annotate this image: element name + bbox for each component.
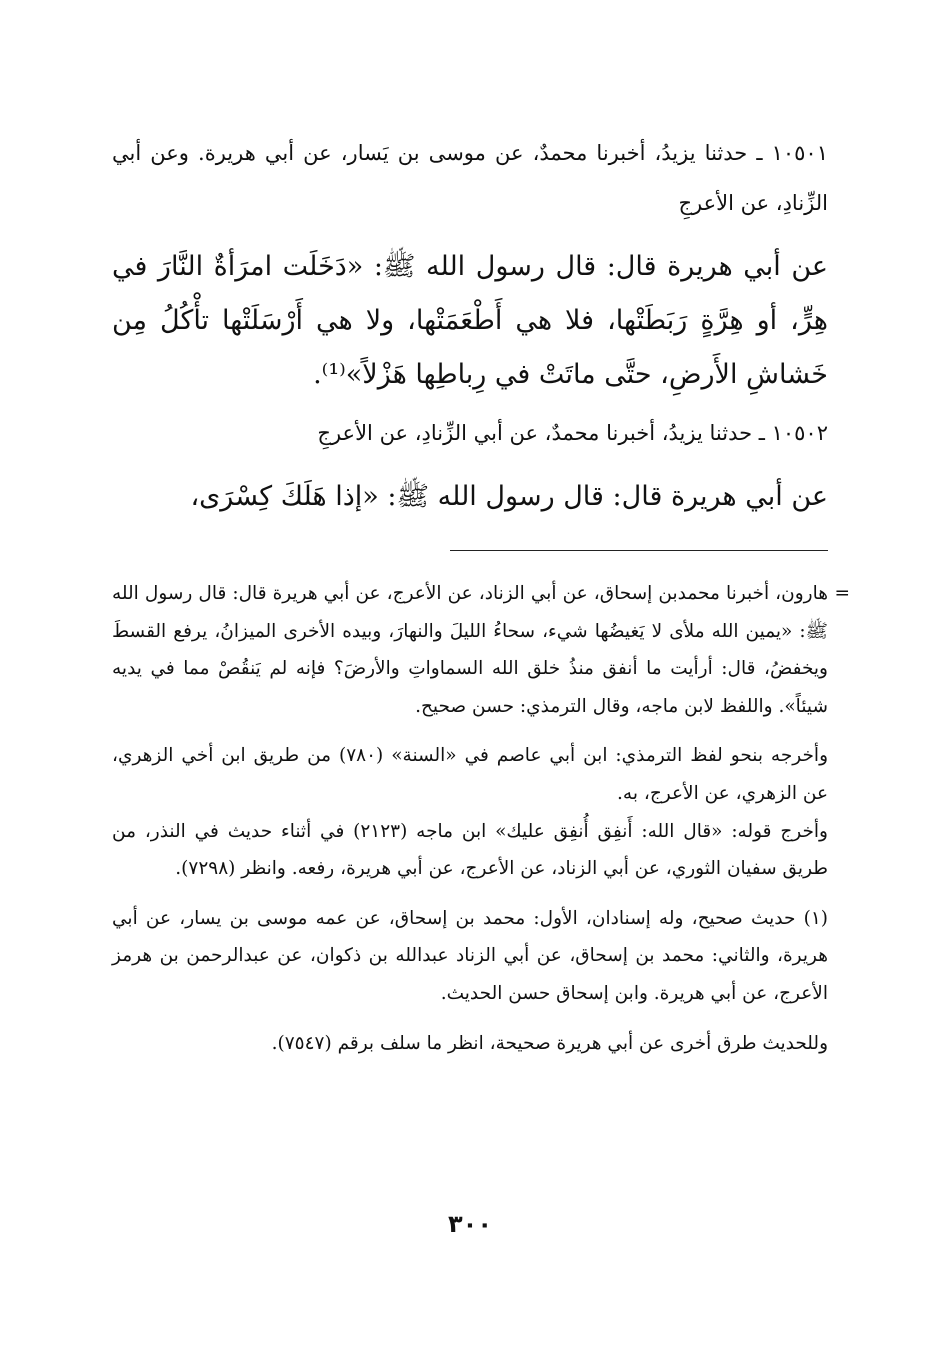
footnote-paragraph: وأخرج قوله: «قال الله: أَنفِق أُنفِق عليك» ابن ماجه (٢١٢٣) في أثناء حديث في النذر، من طريق سفيان الثوري، عن أبي الزناد، عن الأعرج، عن أبي هريرة، رفعه. وانظر (٧٢٩٨). [112, 820, 828, 880]
footnotes [112, 575, 850, 1062]
page-content [112, 128, 850, 1062]
page-number: ٣٠٠ [448, 1210, 492, 1238]
footnote-paragraph: وللحديث طرق أخرى عن أبي هريرة صحيحة، انظر ما سلف برقم (٧٥٤٧). [271, 1032, 828, 1054]
hadith-10501-isnad: ١٠٥٠١ ـ حدثنا يزيدُ، أخبرنا محمدٌ، عن موسى بن يَسار، عن أبي هريرة. وعن أبي الزِّنادِ، عن الأعرجِ [112, 141, 828, 215]
hadith-10502-isnad: ١٠٥٠٢ ـ حدثنا يزيدُ، أخبرنا محمدٌ، عن أبي الزِّنادِ، عن الأعرجِ [317, 421, 828, 445]
hadith-10501-matn: عن أبي هريرة قال: قال رسول الله ﷺ: «دَخَلَت امرَأةٌ النَّارَ في هِرٍّ، أو هِرَّةٍ رَبَطَتْها، فلا هي أَطْعَمَتْها، ولا هي أَرْسَلَتْها تأْكُلُ مِن خَشاشِ الأَرضِ، حتَّى ماتَتْ في رِباطِها هَزْلاً»⁽¹⁾. [112, 251, 828, 390]
footnote-paragraph: وأخرجه بنحو لفظ الترمذي: ابن أبي عاصم في «السنة» (٧٨٠) من طريق ابن أخي الزهري، عن الزهري، عن الأعرج، به. [112, 745, 829, 804]
hadith-10502-matn: عن أبي هريرة قال: قال رسول الله ﷺ: «إذا هَلَكَ كِسْرَى، [190, 481, 828, 512]
footnote-1: (١) حديث صحيح، وله إسنادان، الأول: محمد بن إسحاق، عن عمه موسى بن يسار، عن أبي هريرة، والثاني: محمد بن إسحاق، عن أبي الزناد عبدالله بن ذكوان، عن عبدالرحمن بن هرمز الأعرج، عن أبي هريرة. وابن إسحاق حسن الحديث. [112, 907, 828, 1004]
footnote-divider [450, 550, 828, 551]
footnote-continued-text: هارون، أخبرنا محمدبن إسحاق، عن أبي الزناد، عن الأعرج، عن أبي هريرة قال: قال رسول الله ﷺ: «يمين الله ملأى لا يَغيضُها شيء، سحاءُ الليلَ والنهارَ، وبيده الأخرى الميزانُ، يرفع القسطَ ويخفضُ، قال: أرأيت ما أنفق منذُ خلق الله السماواتِ والأرضَ؟ فإنه لم يَنقُصْ مما في يديه شيئاً». واللفظ لابن ماجه، وقال الترمذي: حسن صحيح. [112, 583, 828, 717]
main-text [112, 128, 828, 524]
continuation-marker: = [834, 583, 850, 604]
footnote-continued [112, 575, 850, 725]
